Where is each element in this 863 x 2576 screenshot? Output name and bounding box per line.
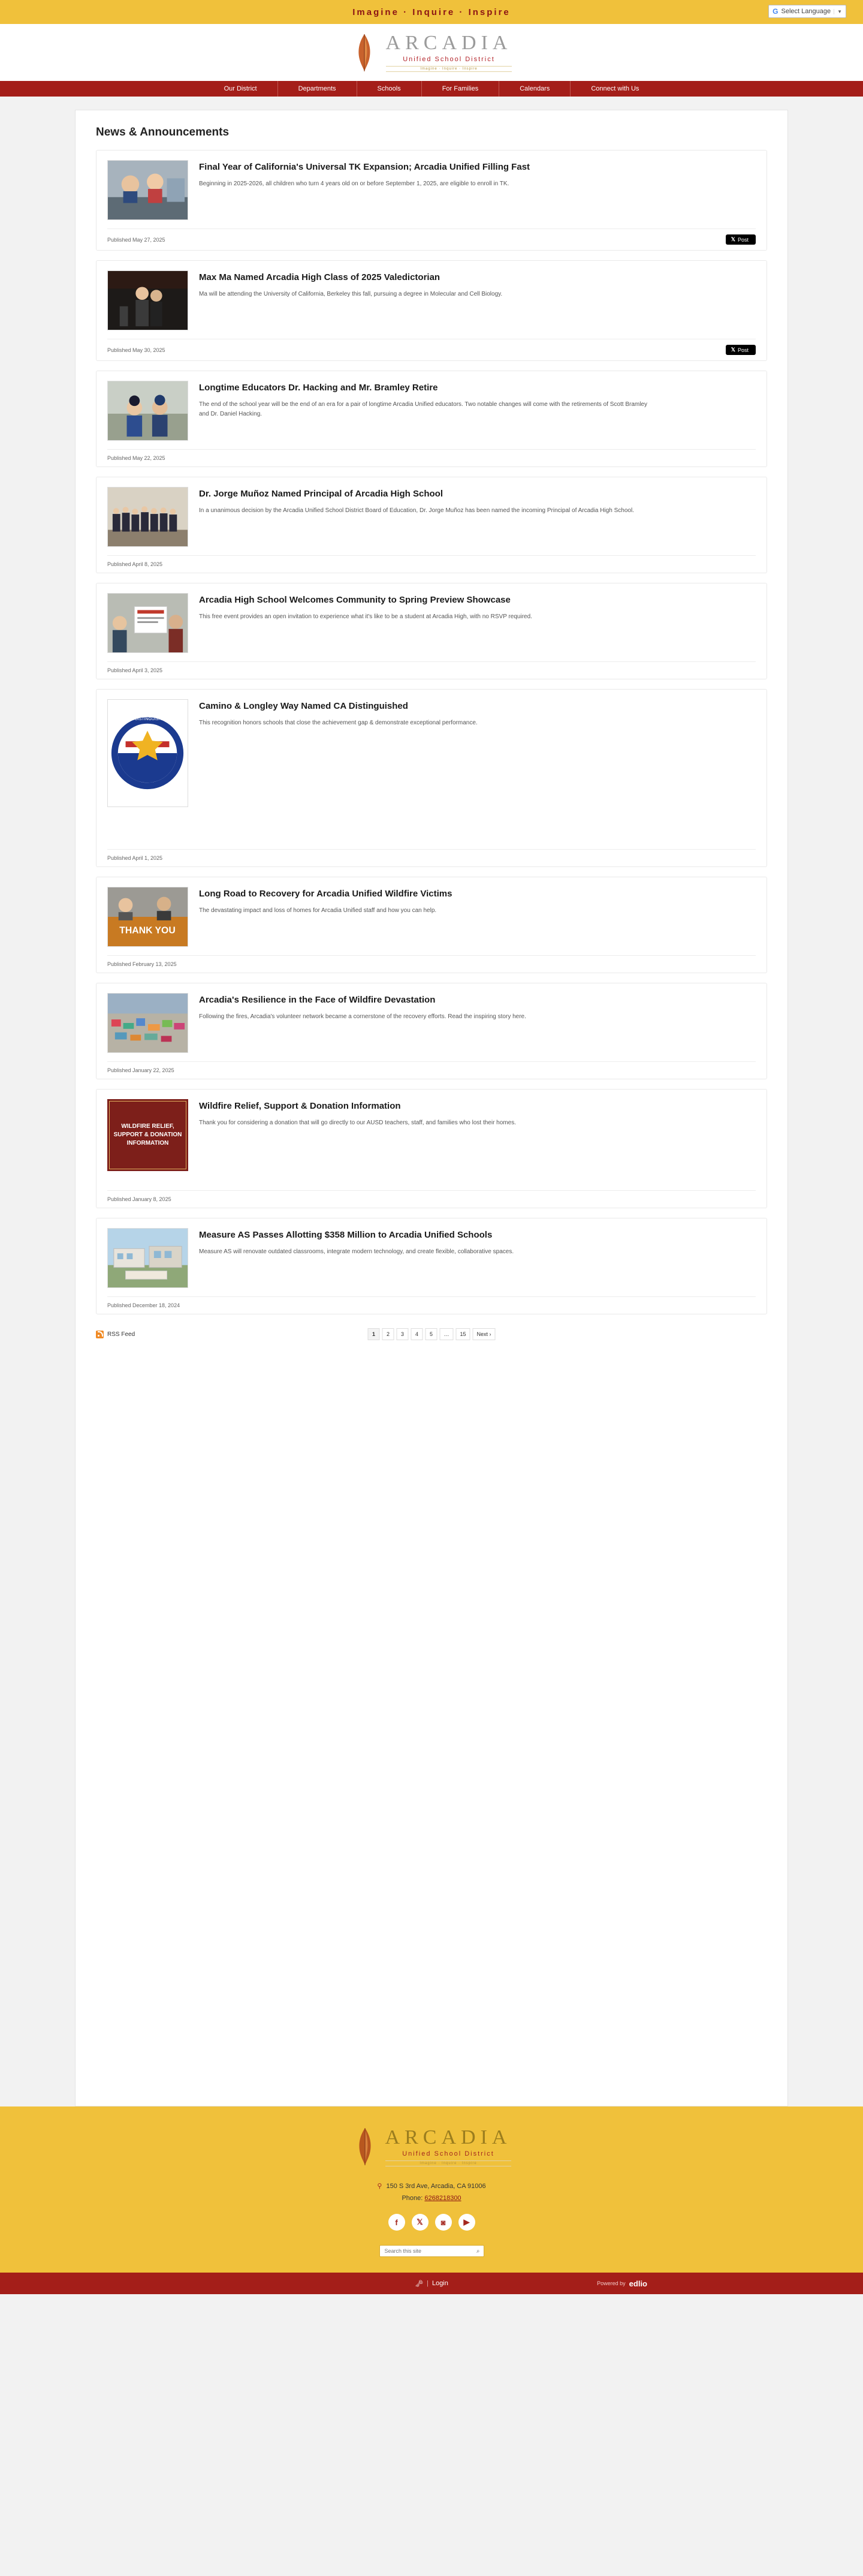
footer-phone — [0, 2195, 863, 2202]
google-g-icon: G — [773, 7, 778, 16]
news-title[interactable]: Arcadia High School Welcomes Community to Spring Preview Showcase — [199, 595, 511, 605]
svg-text:CALIFORNIA DISTINGUISHED SCHOO: CALIFORNIA DISTINGUISHED SCHOOL — [109, 717, 186, 721]
site-logo-text[interactable] — [386, 33, 512, 72]
news-summary: Following the fires, Arcadia's volunteer network became a cornerstone of the recovery efforts. Read the inspiring story here. — [199, 1013, 526, 1020]
news-published-date: Published April 3, 2025 — [107, 667, 163, 673]
instagram-icon[interactable]: ◙ — [435, 2214, 452, 2231]
feather-icon — [352, 2127, 378, 2166]
top-utility-bar — [0, 0, 863, 24]
page-body — [0, 97, 863, 2106]
footer-bottom-bar — [0, 2273, 863, 2294]
site-header — [0, 24, 863, 81]
x-logo-icon: 𝕏 — [731, 347, 735, 353]
powered-by-label: Powered by — [597, 2280, 626, 2286]
rss-feed-link[interactable] — [96, 1331, 135, 1338]
news-thumbnail[interactable] — [107, 1228, 188, 1288]
share-x-button[interactable] — [726, 345, 756, 355]
news-item[interactable] — [96, 477, 767, 573]
share-label: Post — [737, 236, 749, 243]
page-4-button[interactable]: 4 — [411, 1328, 423, 1340]
rss-feed-label: RSS Feed — [107, 1331, 135, 1338]
address-text: 150 S 3rd Ave, Arcadia, CA 91006 — [386, 2183, 486, 2190]
edlio-logo: edlio — [629, 2279, 647, 2288]
translate-label: Select Language — [781, 8, 831, 15]
footer-logo[interactable] — [0, 2127, 863, 2166]
news-published-date: Published January 22, 2025 — [107, 1067, 174, 1073]
footer-address — [0, 2182, 863, 2190]
share-label: Post — [737, 347, 749, 353]
news-published-date: Published April 1, 2025 — [107, 855, 163, 861]
chevron-down-icon: ▼ — [834, 9, 842, 14]
nav-item-for-families[interactable]: For Families — [422, 81, 500, 97]
search-input[interactable] — [384, 2247, 467, 2255]
news-thumbnail[interactable] — [107, 487, 188, 547]
news-summary: The end of the school year will be the end of an era for a pair of longtime Arcadia Unified educators. Two notable changes will come with the retirements of Scott Bramley and Dr. Daniel Hacking. — [199, 401, 647, 417]
news-summary: This recognition honors schools that close the achievement gap & demonstrate exceptional performance. — [199, 719, 478, 726]
next-page-button[interactable]: Next › — [473, 1328, 496, 1340]
thumbnail-overlay-text: WILDFIRE RELIEF, SUPPORT & DONATION INFORMATION — [113, 1123, 182, 1146]
news-title[interactable]: Wildfire Relief, Support & Donation Information — [199, 1101, 401, 1111]
news-published-date: Published May 27, 2025 — [107, 236, 165, 243]
news-thumbnail[interactable] — [107, 381, 188, 441]
phone-link[interactable]: 6268218300 — [424, 2195, 461, 2202]
footer-logo-name: ARCADIA — [385, 2126, 512, 2148]
news-item[interactable] — [96, 1218, 767, 1314]
news-thumbnail[interactable] — [107, 887, 188, 947]
news-item[interactable] — [96, 371, 767, 467]
news-published-date: Published December 18, 2024 — [107, 1302, 180, 1308]
news-list-footer — [96, 1325, 767, 1343]
nav-item-departments[interactable]: Departments — [278, 81, 357, 97]
news-summary: In a unanimous decision by the Arcadia Unified School District Board of Education, Dr. Jorge Muñoz has been named the incoming Principal of Arcadia High School. — [199, 507, 634, 514]
footer-logo-subtitle: Unified School District — [402, 2150, 494, 2157]
news-thumbnail[interactable] — [107, 993, 188, 1053]
news-item[interactable] — [96, 689, 767, 867]
twitter-icon[interactable]: 𝕏 — [412, 2214, 429, 2231]
page-3-button[interactable]: 3 — [396, 1328, 408, 1340]
site-tagline: Imagine · Inquire · Inspire — [352, 7, 511, 17]
login-link[interactable] — [415, 2280, 448, 2288]
news-title[interactable]: Measure AS Passes Allotting $358 Million to Arcadia Unified Schools — [199, 1230, 493, 1240]
nav-item-connect-with-us[interactable]: Connect with Us — [591, 85, 639, 92]
news-thumbnail[interactable] — [107, 699, 188, 807]
phone-label: Phone: — [402, 2195, 423, 2202]
news-thumbnail[interactable] — [107, 1099, 188, 1171]
login-label: Login — [432, 2280, 448, 2287]
news-summary: Measure AS will renovate outdated classrooms, integrate modern technology, and create flexible, collaborative spaces. — [199, 1248, 514, 1255]
news-summary: The devastating impact and loss of homes for Arcadia Unified staff and how you can help. — [199, 907, 437, 914]
page-ellipsis: … — [439, 1328, 453, 1340]
rss-icon — [96, 1331, 104, 1338]
news-item[interactable] — [96, 150, 767, 251]
news-summary: This free event provides an open invitation to experience what it's like to be a student at Arcadia High, with no RSVP required. — [199, 613, 532, 620]
footer-logo-motto: Imagine · Inquire · Inspire — [385, 2160, 512, 2166]
news-item[interactable] — [96, 260, 767, 361]
news-thumbnail[interactable] — [107, 270, 188, 330]
site-footer — [0, 2106, 863, 2273]
nav-item-schools[interactable]: Schools — [357, 81, 422, 97]
news-item[interactable] — [96, 583, 767, 679]
news-item[interactable] — [96, 1089, 767, 1208]
page-15-button[interactable]: 15 — [455, 1328, 470, 1340]
news-title[interactable]: Camino & Longley Way Named CA Distinguished — [199, 701, 408, 711]
location-pin-icon: ⚲ — [377, 2183, 382, 2190]
page-5-button[interactable]: 5 — [425, 1328, 437, 1340]
powered-by[interactable] — [597, 2279, 647, 2288]
news-thumbnail[interactable] — [107, 160, 188, 220]
facebook-icon[interactable]: f — [388, 2214, 405, 2231]
pagination[interactable] — [367, 1328, 495, 1340]
news-title[interactable]: Arcadia's Resilience in the Face of Wildfire Devastation — [199, 995, 436, 1005]
google-translate-select[interactable] — [768, 5, 846, 18]
page-title: News & Announcements — [96, 126, 230, 139]
news-title[interactable]: Long Road to Recovery for Arcadia Unified Wildfire Victims — [199, 889, 452, 899]
news-summary: Beginning in 2025-2026, all children who turn 4 years old on or before September 1, 2025, are eligible to enroll in TK. — [199, 180, 509, 187]
news-published-date: Published April 8, 2025 — [107, 561, 163, 567]
feather-icon — [351, 33, 378, 73]
divider: | — [427, 2280, 429, 2287]
news-item[interactable] — [96, 983, 767, 1079]
news-summary: Ma will be attending the University of California, Berkeley this fall, pursuing a degree in Molecular and Cell Biology. — [199, 290, 503, 297]
nav-item-calendars[interactable]: Calendars — [499, 81, 571, 97]
news-title[interactable]: Final Year of California's Universal TK Expansion; Arcadia Unified Filling Fast — [199, 162, 530, 172]
social-links[interactable] — [0, 2214, 863, 2231]
news-published-date: Published May 30, 2025 — [107, 347, 165, 353]
page-2-button[interactable]: 2 — [382, 1328, 394, 1340]
logo-subtitle: Unified School District — [403, 56, 495, 63]
logo-motto: Imagine · Inquire · Inspire — [386, 66, 512, 72]
news-summary: Thank you for considering a donation that will go directly to our AUSD teachers, staff, and families who lost their homes. — [199, 1119, 516, 1126]
news-thumbnail[interactable] — [107, 593, 188, 653]
news-title[interactable]: Longtime Educators Dr. Hacking and Mr. Bramley Retire — [199, 383, 438, 393]
news-title[interactable]: Dr. Jorge Muñoz Named Principal of Arcadia High School — [199, 489, 443, 499]
youtube-icon[interactable]: ▶ — [458, 2214, 475, 2231]
site-search[interactable] — [379, 2245, 484, 2257]
share-x-button[interactable] — [726, 234, 756, 245]
news-published-date: Published February 13, 2025 — [107, 961, 177, 967]
svg-text:THANK YOU: THANK YOU — [119, 925, 176, 936]
key-icon: 🗝 — [415, 2280, 424, 2288]
news-title[interactable]: Max Ma Named Arcadia High Class of 2025 Valedictorian — [199, 272, 440, 282]
nav-item-our-district[interactable]: Our District — [204, 81, 278, 97]
news-published-date: Published January 8, 2025 — [107, 1196, 171, 1202]
x-logo-icon: 𝕏 — [731, 236, 735, 242]
page-1-button[interactable]: 1 — [367, 1328, 379, 1340]
magnifier-icon[interactable]: ⌕ — [476, 2247, 480, 2255]
logo-name: ARCADIA — [385, 32, 512, 54]
main-navigation[interactable] — [0, 81, 863, 97]
news-panel — [75, 110, 788, 2106]
news-published-date: Published May 22, 2025 — [107, 455, 165, 461]
news-item[interactable] — [96, 877, 767, 973]
